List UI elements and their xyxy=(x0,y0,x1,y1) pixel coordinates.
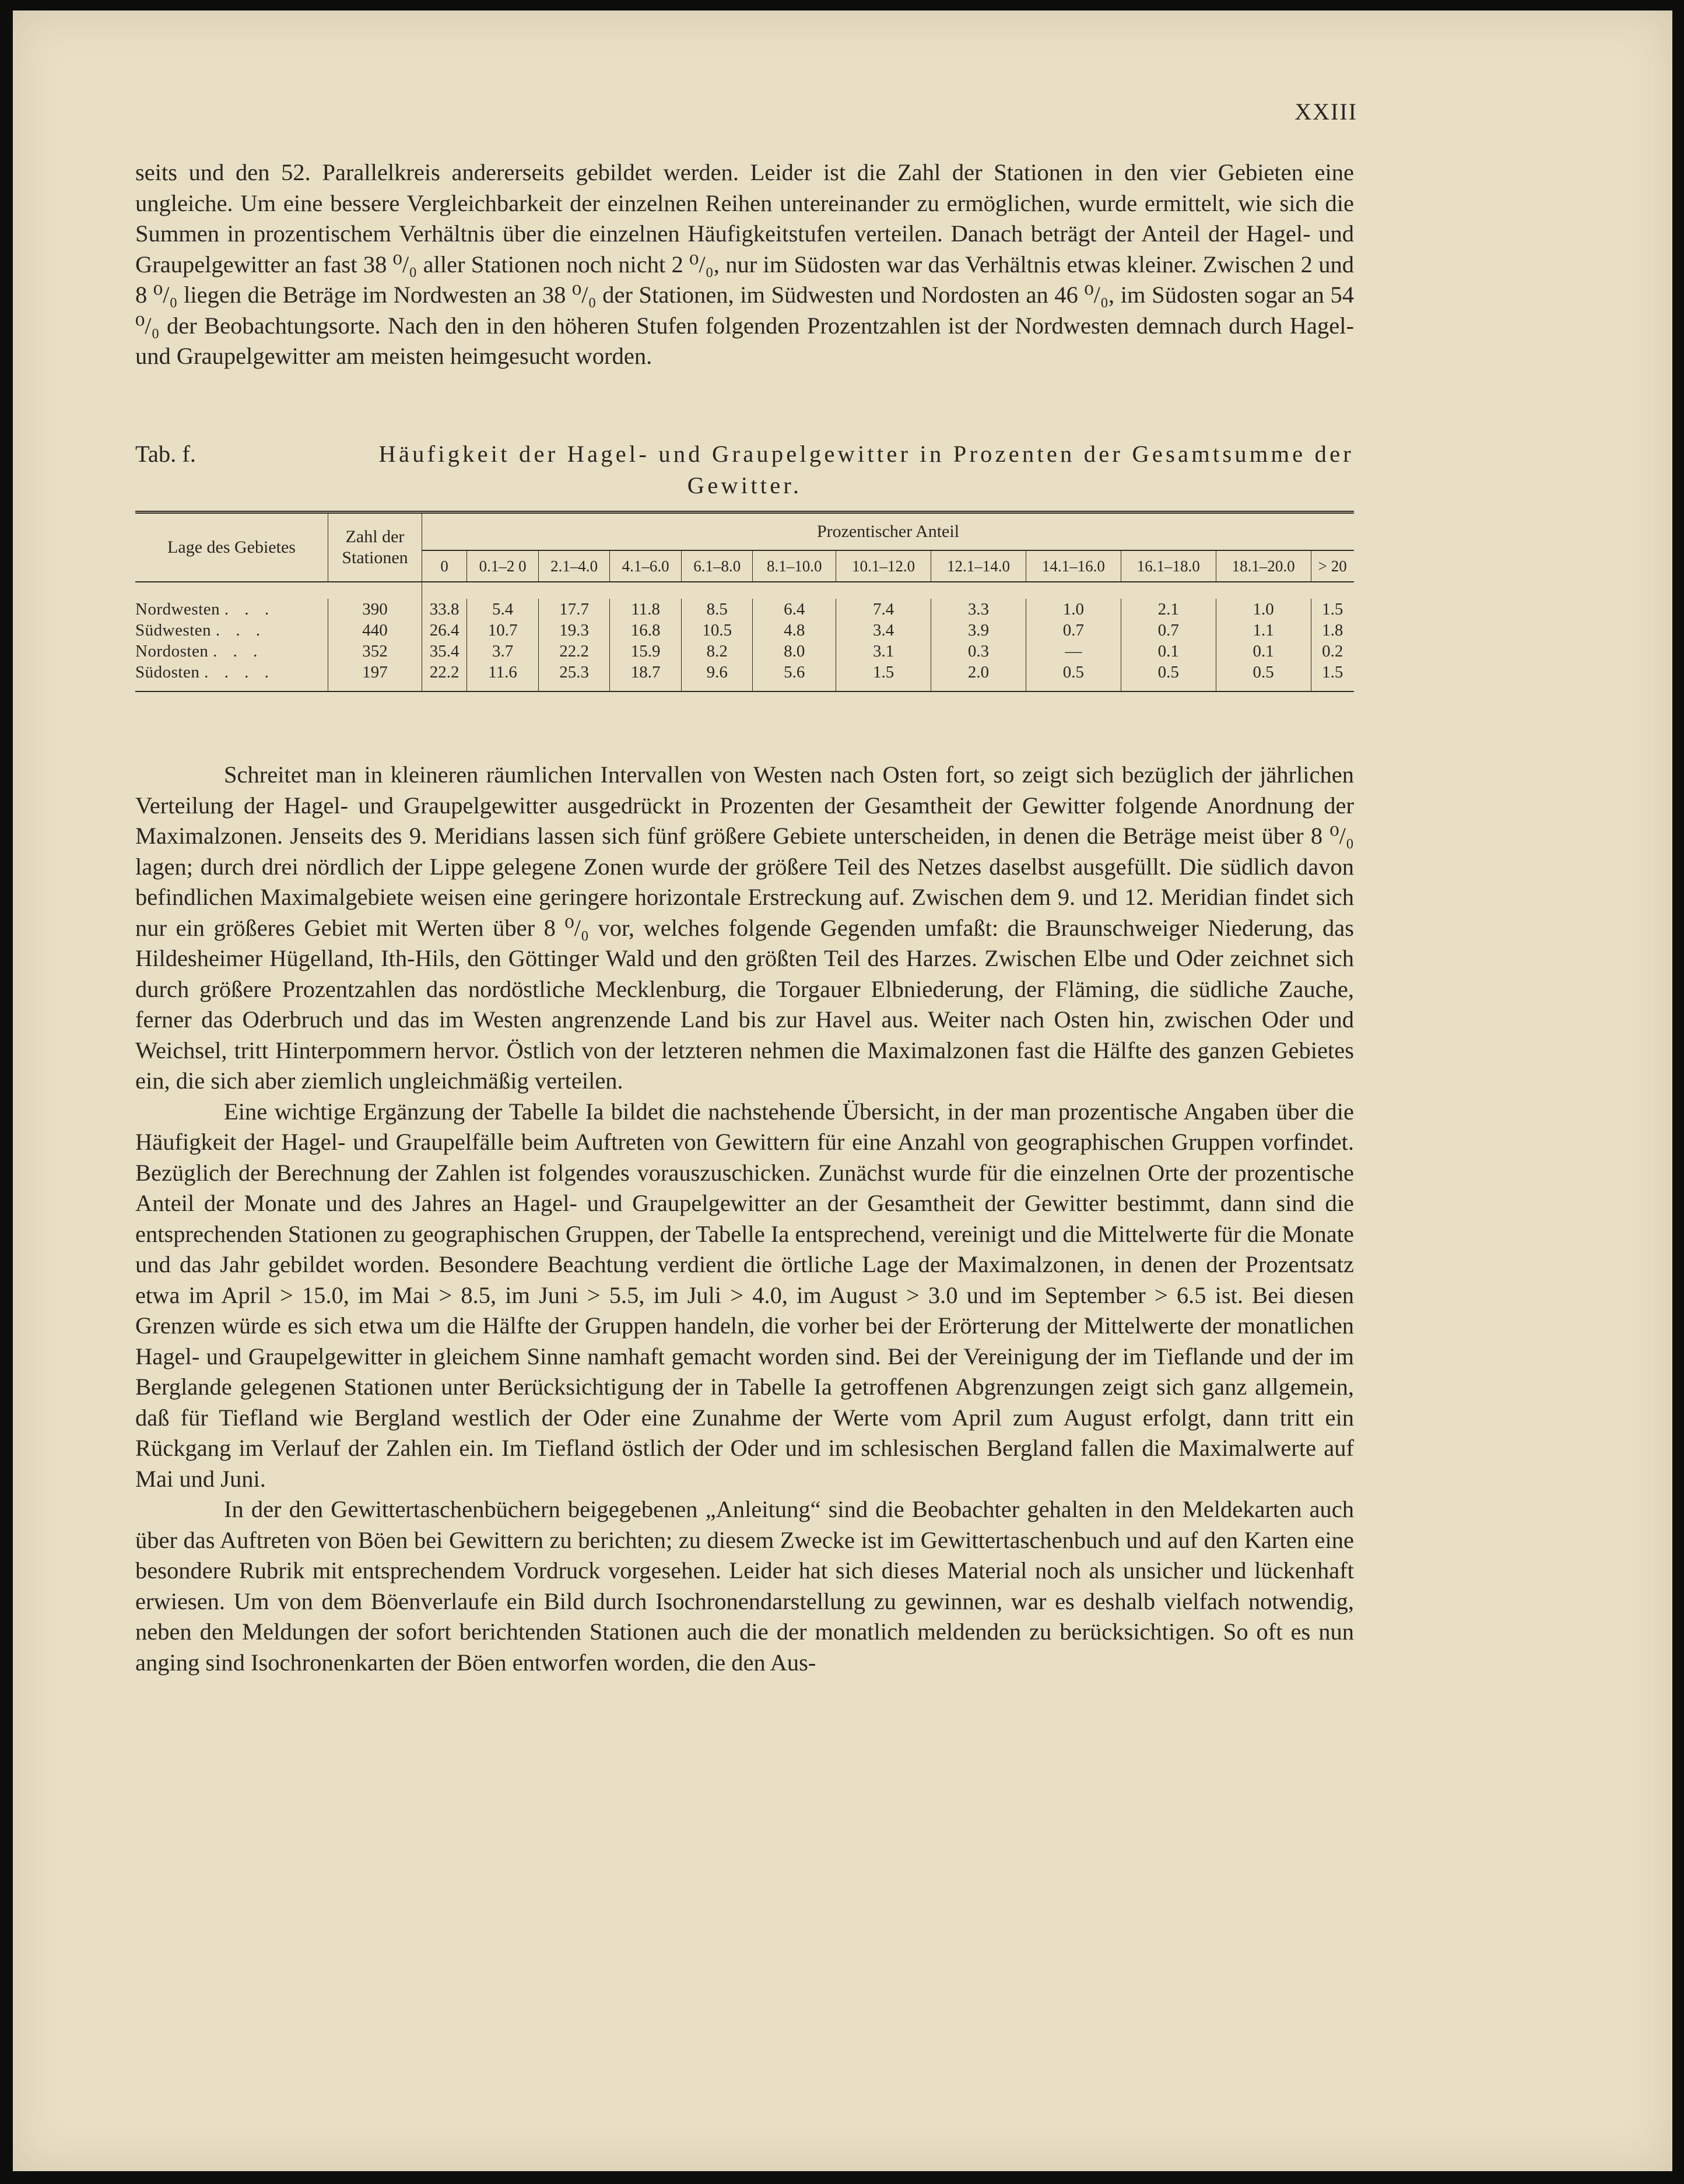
table-cell: 3.9 xyxy=(931,620,1026,641)
table-cell: 0.7 xyxy=(1026,620,1121,641)
bin-header: 2.1–4.0 xyxy=(538,550,610,582)
table-cell: 1.0 xyxy=(1216,599,1311,620)
region-name: Südwesten . . . xyxy=(135,621,266,640)
table-cell: 0.2 xyxy=(1311,641,1354,662)
region-name: Nordosten . . . xyxy=(135,642,264,661)
table-cell: 3.3 xyxy=(931,599,1026,620)
table-cell: 8.2 xyxy=(681,641,753,662)
table-cell: 35.4 xyxy=(422,641,467,662)
table-cell: 3.4 xyxy=(836,620,931,641)
table-cell: 2.0 xyxy=(931,662,1026,691)
region-name: Nordwesten . . . xyxy=(135,600,275,619)
table-cell: 8.0 xyxy=(753,641,836,662)
table-cell: 10.7 xyxy=(467,620,539,641)
bin-header: 8.1–10.0 xyxy=(753,550,836,582)
table-cell: 8.5 xyxy=(681,599,753,620)
table-cell: 0.5 xyxy=(1026,662,1121,691)
table-cell: 5.6 xyxy=(753,662,836,691)
table-row xyxy=(135,599,1354,620)
station-count: 390 xyxy=(328,599,422,620)
table-cell: 7.4 xyxy=(836,599,931,620)
table-cell: 22.2 xyxy=(538,641,610,662)
table-cell: 5.4 xyxy=(467,599,539,620)
paragraph: seits und den 52. Parallelkreis andererseits gebildet werden. Leider ist die Zahl der Stationen in den vier Gebieten eine ungleiche. Um eine bessere Vergleichbarkeit der einzelnen Reihen untereinander zu ermöglichen, wurde ermittelt, wie sich die Summen in prozentischem Verhältnis über die einzelnen Häufigkeitstufen verteilen. Danach beträgt der Anteil der Hagel- und Graupelgewitter an fast 38 ⁰/₀ aller Stationen noch nicht 2 ⁰/₀, nur im Südosten war das Verhältnis etwas kleiner. Zwischen 2 und 8 ⁰/₀ liegen die Beträge im Nordwesten an 38 ⁰/₀ der Stationen, im Südwesten und Nordosten an 46 ⁰/₀, im Südosten sogar an 54 ⁰/₀ der Beobachtungsorte. Nach den in den höheren Stufen folgenden Prozentzahlen ist der Nordwesten demnach durch Hagel- und Graupelgewitter am meisten heimgesucht worden. xyxy=(135,159,1354,369)
station-count: 352 xyxy=(328,641,422,662)
caption-label: Tab. f. xyxy=(135,441,196,467)
station-count: 197 xyxy=(328,662,422,691)
table-cell: — xyxy=(1026,641,1121,662)
table-cell: 0.5 xyxy=(1216,662,1311,691)
table-cell: 3.1 xyxy=(836,641,931,662)
table-cell: 1.1 xyxy=(1216,620,1311,641)
paragraph: Eine wichtige Ergänzung der Tabelle Ia bildet die nachstehende Übersicht, in der man prozentische Angaben über die Häufigkeit der Hagel- und Graupelfälle beim Auftreten von Gewittern für eine Anzahl von geographischen Gruppen vorfindet. Bezüglich der Berechnung der Zahlen ist folgendes vorauszuschicken. Zunächst wurde für die einzelnen Orte der prozentische Anteil der Monate und des Jahres an Hagel- und Graupelgewitter an der Gesamtheit der Gewitter bestimmt, dann sind die entsprechenden Stationen zu geographischen Gruppen, der Tabelle Ia entsprechend, vereinigt und die Mittelwerte für die Monate und das Jahr gebildet worden. Besondere Beachtung verdient die örtliche Lage der Maximalzonen, in denen der Prozentsatz etwa im April > 15.0, im Mai > 8.5, im Juni > 5.5, im Juli > 4.0, im August > 3.0 und im September > 6.5 ist. Bei diesen Grenzen würde es sich etwa um die Hälfte der Gruppen handeln, die vorher bei der Erörterung der Mittelwerte der monatlichen Hagel- und Graupelgewitter in gleichem Sinne namhaft gemacht worden sind. Bei der Vereinigung der im Tieflande und der im Berglande gelegenen Stationen unter Berücksichtigung der in Tabelle Ia getroffenen Abgrenzungen zeigt sich ganz allgemein, daß für Tiefland wie Bergland westlich der Oder eine Zunahme der Werte vom April zum August erfolgt, dann tritt ein Rückgang im Verlauf der Zahlen ein. Im Tiefland östlich der Oder und im schlesischen Bergland fallen die Maximalwerte auf Mai und Juni. xyxy=(135,1098,1354,1492)
caption-title: Häufigkeit der Hagel- und Graupelgewitter in Prozenten der Gesamtsumme der xyxy=(378,441,1354,467)
table-row xyxy=(135,620,1354,641)
bin-header: 18.1–20.0 xyxy=(1216,550,1311,582)
caption-line-1 xyxy=(135,438,1354,470)
table-caption xyxy=(135,438,1354,501)
table-cell: 10.5 xyxy=(681,620,753,641)
table-cell: 11.8 xyxy=(610,599,682,620)
station-count: 440 xyxy=(328,620,422,641)
region-name: Südosten . . . . xyxy=(135,663,275,682)
column-group-header: Prozentischer Anteil xyxy=(422,512,1355,551)
table-cell: 22.2 xyxy=(422,662,467,691)
table-cell: 1.8 xyxy=(1311,620,1354,641)
table-cell: 25.3 xyxy=(538,662,610,691)
table-cell: 17.7 xyxy=(538,599,610,620)
bin-header: 14.1–16.0 xyxy=(1026,550,1121,582)
frequency-table xyxy=(135,511,1354,692)
bin-header: 10.1–12.0 xyxy=(836,550,931,582)
table-cell: 33.8 xyxy=(422,599,467,620)
bin-header: 0.1–2 0 xyxy=(467,550,539,582)
table-cell: 19.3 xyxy=(538,620,610,641)
intro-paragraph xyxy=(135,157,1354,372)
bin-header: > 20 xyxy=(1311,550,1354,582)
bin-header: 6.1–8.0 xyxy=(681,550,753,582)
table-cell: 1.5 xyxy=(1311,662,1354,691)
table-cell: 4.8 xyxy=(753,620,836,641)
bin-header: 12.1–14.0 xyxy=(931,550,1026,582)
table-body xyxy=(135,582,1354,691)
table-cell: 6.4 xyxy=(753,599,836,620)
table-spacer xyxy=(135,582,1354,599)
column-header-stations: Zahl der Stationen xyxy=(328,512,422,582)
table-cell: 0.5 xyxy=(1121,662,1216,691)
table-cell: 0.1 xyxy=(1216,641,1311,662)
table-cell: 26.4 xyxy=(422,620,467,641)
paragraph: Schreitet man in kleineren räumlichen Intervallen von Westen nach Osten fort, so zeigt sich bezüglich der jährlichen Verteilung der Hagel- und Graupelgewitter ausgedrückt in Prozenten der Gesamtheit der Gewitter folgende Anordnung der Maximalzonen. Jenseits des 9. Meridians lassen sich fünf größere Gebiete unterscheiden, in denen die Beträge meist über 8 ⁰/₀ lagen; durch drei nördlich der Lippe gelegene Zonen wurde der größere Teil des Netzes daselbst ausgefüllt. Die südlich davon befindlichen Maximalgebiete weisen eine geringere horizontale Erstreckung auf. Zwischen dem 9. und 12. Meridian findet sich nur ein größeres Gebiet mit Werten über 8 ⁰/₀ vor, welches folgende Gegenden umfaßt: die Braunschweiger Niederung, das Hildesheimer Hügelland, Ith-Hils, den Göttinger Wald und den größten Teil des Harzes. Zwischen Elbe und Oder zeichnet sich durch größere Prozentzahlen das nordöstliche Mecklenburg, die Torgauer Elbniederung, der Fläming, die südliche Zauche, ferner das Oderbruch und das im Westen angrenzende Land bis zur Havel aus. Weiter nach Osten hin, zwischen Oder und Weichsel, tritt Hinterpommern hervor. Östlich von der letzteren nehmen die Maximalzonen fast die Hälfte des ganzen Gebietes ein, die sich aber ziemlich ungleichmäßig verteilen. xyxy=(135,761,1354,1094)
table-cell: 1.5 xyxy=(1311,599,1354,620)
table-cell: 9.6 xyxy=(681,662,753,691)
table-row xyxy=(135,662,1354,691)
bin-header: 0 xyxy=(422,550,467,582)
table-cell: 1.0 xyxy=(1026,599,1121,620)
table-header-row xyxy=(135,512,1354,551)
body-text xyxy=(135,760,1354,1678)
table-cell: 15.9 xyxy=(610,641,682,662)
table-cell: 18.7 xyxy=(610,662,682,691)
table-cell: 11.6 xyxy=(467,662,539,691)
column-header-region: Lage des Gebietes xyxy=(135,512,328,582)
table-cell: 0.1 xyxy=(1121,641,1216,662)
bin-header: 16.1–18.0 xyxy=(1121,550,1216,582)
table-cell: 0.3 xyxy=(931,641,1026,662)
table-cell: 3.7 xyxy=(467,641,539,662)
caption-title-continued: Gewitter. xyxy=(687,472,802,498)
table-cell: 0.7 xyxy=(1121,620,1216,641)
paragraph: In der den Gewittertaschenbüchern beigegebenen „Anleitung“ sind die Beobachter gehalten in den Meldekarten auch über das Auftreten von Böen bei Gewittern zu berichten; zu diesem Zwecke ist im Gewittertaschenbuch und auf den Karten eine besondere Rubrik mit entsprechendem Vordruck vorgesehen. Leider hat sich dieses Material noch als unsicher und lückenhaft erwiesen. Um von dem Böenverlaufe ein Bild durch Isochronendarstellung zu gewinnen, war es deshalb vielfach notwendig, neben den Meldungen der sofort berichtenden Stationen auch die der monatlich meldenden zu berücksichtigen. So oft es nun anging sind Isochronenkarten der Böen entworfen worden, die den Aus- xyxy=(135,1496,1354,1676)
table-cell: 1.5 xyxy=(836,662,931,691)
table-cell: 16.8 xyxy=(610,620,682,641)
table-row xyxy=(135,641,1354,662)
page-number: XXIII xyxy=(1294,99,1357,125)
bin-header: 4.1–6.0 xyxy=(610,550,682,582)
table-cell: 2.1 xyxy=(1121,599,1216,620)
